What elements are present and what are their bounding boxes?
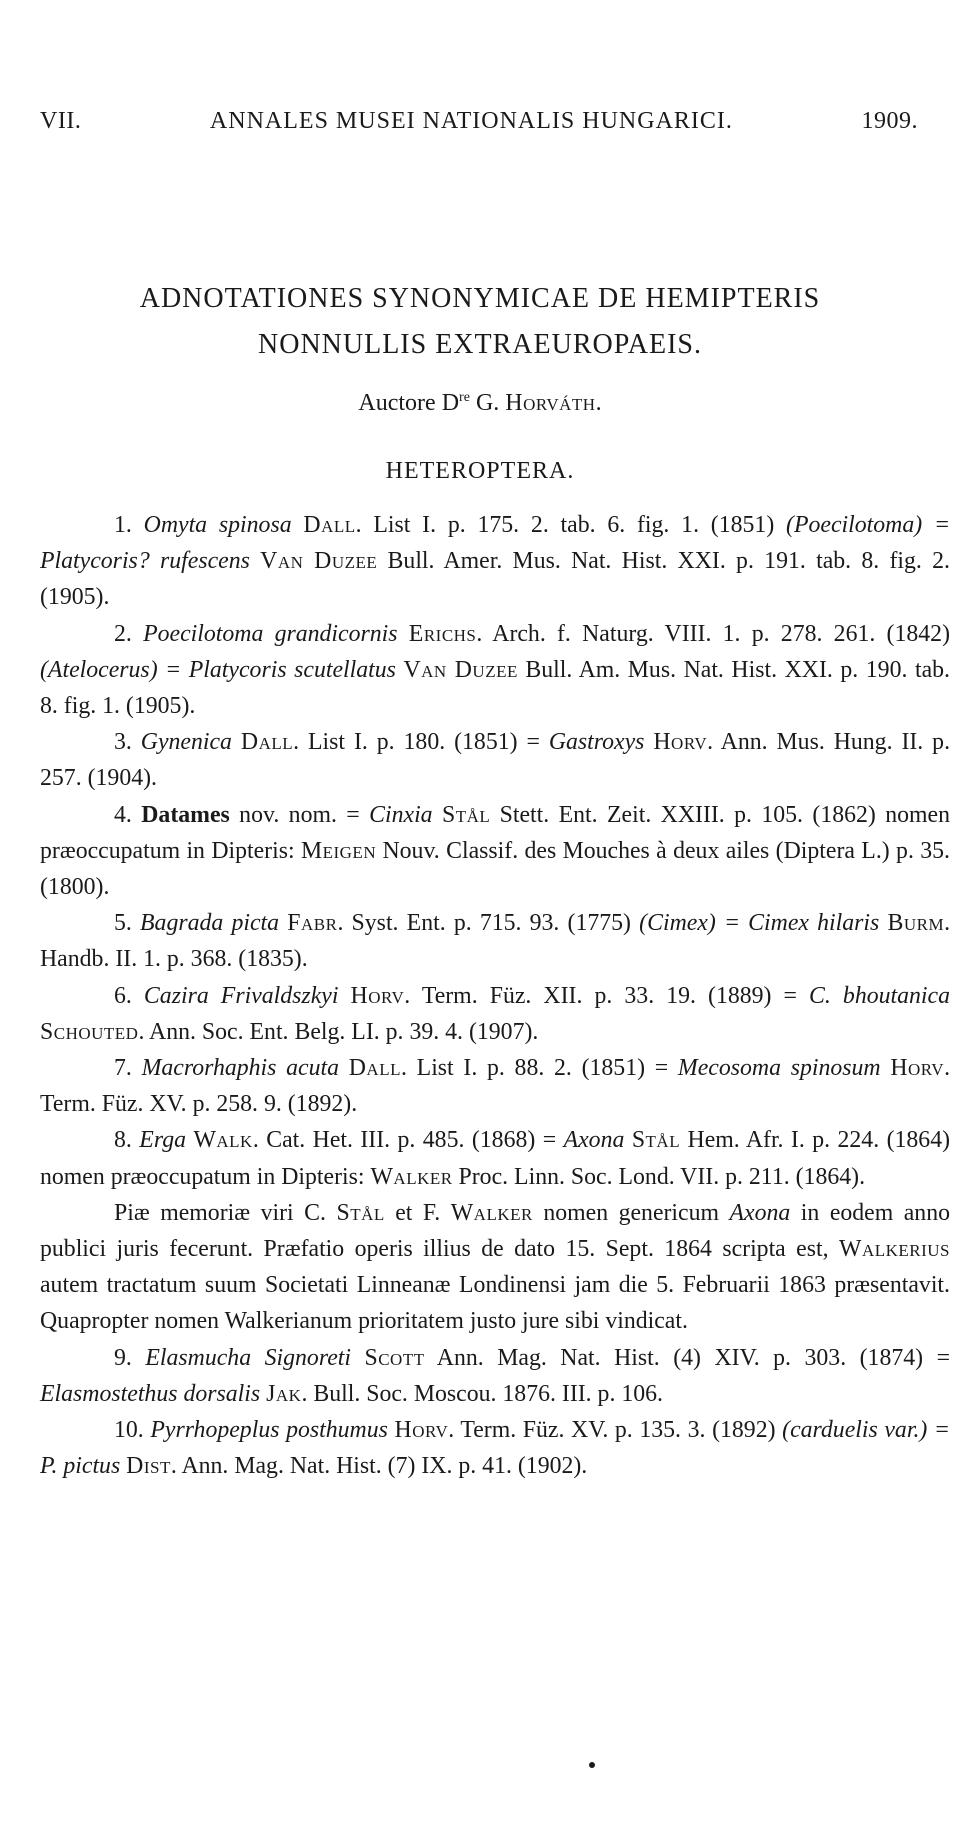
taxon-name: Gastroxys xyxy=(548,729,645,756)
title-line-1: ADNOTATIONES SYNONYMICAE DE HEMIPTERIS xyxy=(139,283,821,314)
author-line xyxy=(0,390,960,417)
author-abbrev: Horv xyxy=(890,1055,945,1082)
author-abbrev: Dall xyxy=(240,729,294,756)
article-title xyxy=(60,276,900,368)
volume-number: VII. xyxy=(40,108,82,134)
author-abbrev: Scott xyxy=(364,1344,425,1371)
taxon-name: (Atelocerus) = Platycoris scutellatus xyxy=(40,656,396,683)
taxon-name: (carduelis var.) = P. pictus xyxy=(40,1417,950,1480)
author-abbrev: Walker xyxy=(450,1199,533,1226)
author-abbrev: Fabr xyxy=(287,910,338,937)
author-abbrev: Horv xyxy=(653,729,708,756)
author-abbrev: Stål xyxy=(631,1127,681,1154)
synonym-entry-2: 2. Poecilotoma grandicornis Erichs. Arch. f. Naturg. VIII. 1. p. 278. 261. (1842) (Atelocerus) = Platycoris scutellatus Van Duzee Bull. Am. Mus. Nat. Hist. XXI. p. 190. tab. 8. fig. 1. (1905). xyxy=(40,620,950,720)
author-abbrev: Horv xyxy=(350,982,405,1009)
author-abbrev: Walker xyxy=(370,1163,453,1190)
synonym-entry-10: 10. Pyrrhopeplus posthumus Horv. Term. Füz. XV. p. 135. 3. (1892) (carduelis var.) = P. pictus Dist. Ann. Mag. Nat. Hist. (7) IX. p. 41. (1902). xyxy=(40,1417,950,1480)
synonym-entry-5: 5. Bagrada picta Fabr. Syst. Ent. p. 715. 93. (1775) (Cimex) = Cimex hilaris Burm. Handb. II. 1. p. 368. (1835). xyxy=(40,910,951,973)
taxon-name: Cazira Frivaldszkyi xyxy=(143,982,339,1009)
author-abbrev: Meigen xyxy=(300,837,377,864)
author-abbrev: Walk xyxy=(193,1127,253,1154)
author-abbrev: Van Duzee xyxy=(403,656,518,683)
author-abbrev: Van Duzee xyxy=(260,548,378,575)
author-abbrev: Horv xyxy=(394,1417,449,1444)
author-abbrev: Stål xyxy=(441,801,491,828)
author-abbrev: Walkerius xyxy=(838,1236,950,1263)
author-abbrev: Burm xyxy=(887,910,945,937)
taxon-name: Axona xyxy=(563,1127,625,1154)
taxon-name: Pyrrhopeplus posthumus xyxy=(150,1417,388,1444)
author-suffix: . xyxy=(595,390,602,416)
taxon-name: Elasmostethus dorsalis xyxy=(40,1380,261,1407)
synonym-entry-3: 3. Gynenica Dall. List I. p. 180. (1851) = Gastroxys Horv. Ann. Mus. Hung. II. p. 257. (1904). xyxy=(40,729,951,792)
taxon-name: Macrorhaphis acuta xyxy=(141,1055,340,1082)
synonym-entry-9: 9. Elasmucha Signoreti Scott Ann. Mag. Nat. Hist. (4) XIV. p. 303. (1874) = Elasmostethus dorsalis Jak. Bull. Soc. Moscou. 1876. III. p. 106. xyxy=(40,1344,951,1407)
taxon-name: Erga xyxy=(139,1127,186,1154)
author-abbrev: Schouted xyxy=(40,1018,139,1045)
article-body xyxy=(40,507,950,1484)
author-abbrev: Dall xyxy=(303,512,356,538)
synonym-entry-6: 6. Cazira Frivaldszkyi Horv. Term. Füz. XII. p. 33. 19. (1889) = C. bhoutanica Schouted. Ann. Soc. Ent. Belg. LI. p. 39. 4. (1907). xyxy=(40,982,950,1045)
author-sup: re xyxy=(459,390,470,405)
author-abbrev: Jak xyxy=(266,1380,302,1407)
title-line-2: NONNULLIS EXTRAEUROPAEIS. xyxy=(258,329,702,360)
author-abbrev: Erichs xyxy=(408,620,477,647)
taxon-name: (Poecilotoma) = Platycoris? rufescens xyxy=(40,512,951,575)
taxon-name: Cinxia xyxy=(369,801,433,828)
synonym-entry-7: 7. Macrorhaphis acuta Dall. List I. p. 88. 2. (1851) = Mecosoma spinosum Horv. Term. Füz. XV. p. 258. 9. (1892). xyxy=(40,1055,951,1118)
synonym-entry-8: 8. Erga Walk. Cat. Het. III. p. 485. (1868) = Axona Stål Hem. Afr. I. p. 224. (1864) nomen præoccupatum in Dipteris: Walker Proc. Linn. Soc. Lond. VII. p. 211. (1864). xyxy=(40,1127,951,1190)
taxon-name: Poecilotoma grandicornis xyxy=(143,620,398,647)
note-paragraph: Piæ memoriæ viri C. Stål et F. Walker nomen genericum Axona in eodem anno publici juris fecerunt. Præfatio operis illius de dato 15. Sept. 1864 scripta est, Walkerius autem tractatum suum Societati Linneanæ Londinensi jam die 5. Februarii 1863 præsentavit. Quapropter nomen Walkerianum prioritatem justo jure sibi vindicat. xyxy=(40,1199,950,1335)
author-abbrev: Stål xyxy=(336,1199,385,1226)
taxon-name: Bagrada picta xyxy=(140,910,280,937)
synonym-entry-1: 1. Omyta spinosa Dall. List I. p. 175. 2. tab. 6. fig. 1. (1851) (Poecilotoma) = Platycoris? rufescens Van Duzee Bull. Amer. Mus. Nat. Hist. XXI. p. 191. tab. 8. fig. 2. (1905). xyxy=(40,512,951,611)
taxon-name: C. bhoutanica xyxy=(809,982,950,1009)
taxon-name: Mecosoma spinosum xyxy=(677,1055,881,1082)
journal-title: ANNALES MUSEI NATIONALIS HUNGARICI. xyxy=(209,108,733,134)
year: 1909. xyxy=(861,108,918,134)
author-initial: G. xyxy=(469,390,506,416)
taxon-name: Gynenica xyxy=(140,729,232,756)
author-abbrev: Dist xyxy=(126,1453,171,1480)
taxon-name: Omyta spinosa xyxy=(143,512,292,538)
running-header xyxy=(40,108,918,135)
author-name: Horváth xyxy=(505,390,596,416)
new-name: Datames xyxy=(141,801,230,828)
ink-dot xyxy=(589,1762,595,1768)
section-heading: HETEROPTERA. xyxy=(385,458,575,484)
author-prefix: Auctore D xyxy=(358,390,460,416)
taxon-name: Axona xyxy=(729,1199,791,1226)
taxon-name: (Cimex) = Cimex hilaris xyxy=(639,910,880,937)
taxon-name: Elasmucha Signoreti xyxy=(145,1344,351,1371)
author-abbrev: Dall xyxy=(348,1055,401,1082)
synonym-entry-4: 4. Datames nov. nom. = Cinxia Stål Stett. Ent. Zeit. XXIII. p. 105. (1862) nomen præoccupatum in Dipteris: Meigen Nouv. Classif. des Mouches à deux ailes (Diptera L.) p. 35. (1800). xyxy=(40,801,951,901)
